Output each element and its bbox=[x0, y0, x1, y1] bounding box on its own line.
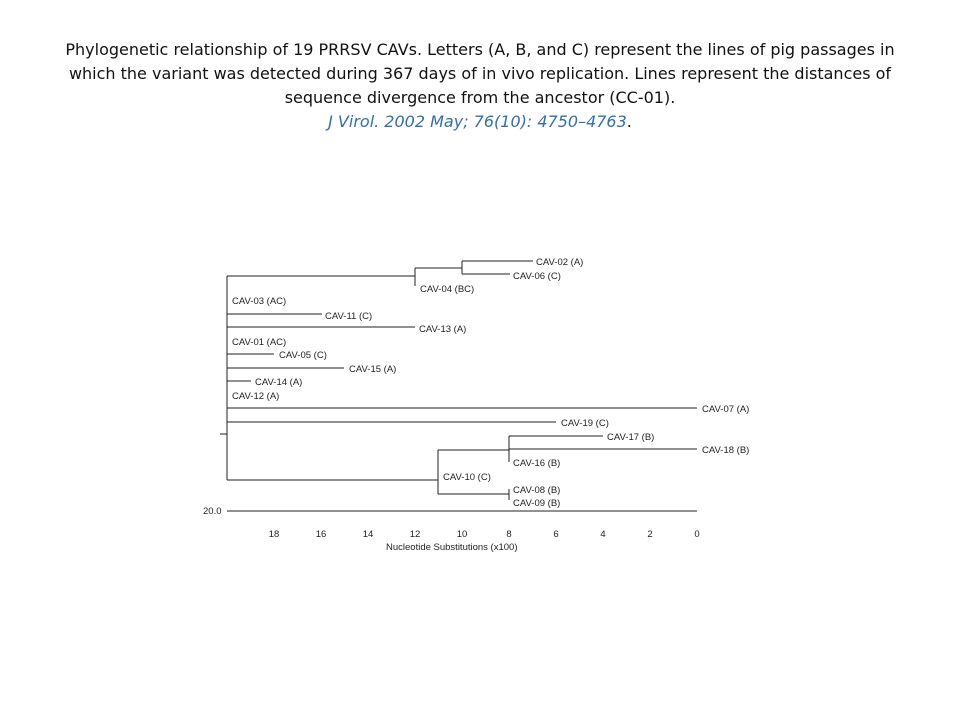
axis-tick-label: 8 bbox=[506, 529, 512, 540]
axis-tick-label: 4 bbox=[600, 529, 606, 540]
label-cav17: CAV-17 (B) bbox=[607, 432, 655, 443]
label-cav16: CAV-16 (B) bbox=[513, 458, 561, 469]
axis-tick-label: 0 bbox=[694, 529, 700, 540]
caption-text: Phylogenetic relationship of 19 PRRSV CAVs. Letters (A, B, and C) represent the lines of pig passages in which the variant was detected during 367 days of in vivo replication. Lines represent the distances of sequence divergence from the ancestor (CC-01). bbox=[65, 40, 895, 107]
label-cav09: CAV-09 (B) bbox=[513, 498, 561, 509]
label-cav04: CAV-04 (BC) bbox=[420, 284, 475, 295]
axis-ticks bbox=[269, 529, 700, 540]
label-cav10: CAV-10 (C) bbox=[443, 472, 491, 483]
label-cav08: CAV-08 (B) bbox=[513, 485, 561, 496]
axis-tick-label: 12 bbox=[409, 529, 421, 540]
label-cav11: CAV-11 (C) bbox=[325, 311, 373, 322]
axis-tick-label: 16 bbox=[315, 529, 327, 540]
label-cav01: CAV-01 (AC) bbox=[232, 337, 287, 348]
axis-tick-label: 14 bbox=[362, 529, 374, 540]
tree-labels bbox=[232, 257, 749, 509]
citation-period: . bbox=[626, 112, 632, 131]
scale-bar bbox=[203, 506, 697, 517]
label-cav19: CAV-19 (C) bbox=[561, 418, 609, 429]
label-cav06: CAV-06 (C) bbox=[513, 271, 561, 282]
label-cav02: CAV-02 (A) bbox=[536, 257, 584, 268]
axis-tick-label: 6 bbox=[553, 529, 559, 540]
scale-bar-label: 20.0 bbox=[203, 506, 222, 517]
label-cav15: CAV-15 (A) bbox=[349, 364, 397, 375]
label-cav05: CAV-05 (C) bbox=[279, 350, 327, 361]
axis-tick-label: 18 bbox=[268, 529, 280, 540]
axis-title: Nucleotide Substitutions (x100) bbox=[386, 542, 518, 553]
label-cav12: CAV-12 (A) bbox=[232, 391, 280, 402]
axis-tick-label: 10 bbox=[456, 529, 468, 540]
citation-link[interactable]: J Virol. 2002 May; 76(10): 4750–4763 bbox=[328, 112, 627, 131]
label-cav03: CAV-03 (AC) bbox=[232, 296, 287, 307]
axis-tick-label: 2 bbox=[647, 529, 653, 540]
label-cav14: CAV-14 (A) bbox=[255, 377, 303, 388]
label-cav13: CAV-13 (A) bbox=[419, 324, 467, 335]
label-cav07: CAV-07 (A) bbox=[702, 404, 750, 415]
label-cav18: CAV-18 (B) bbox=[702, 445, 750, 456]
